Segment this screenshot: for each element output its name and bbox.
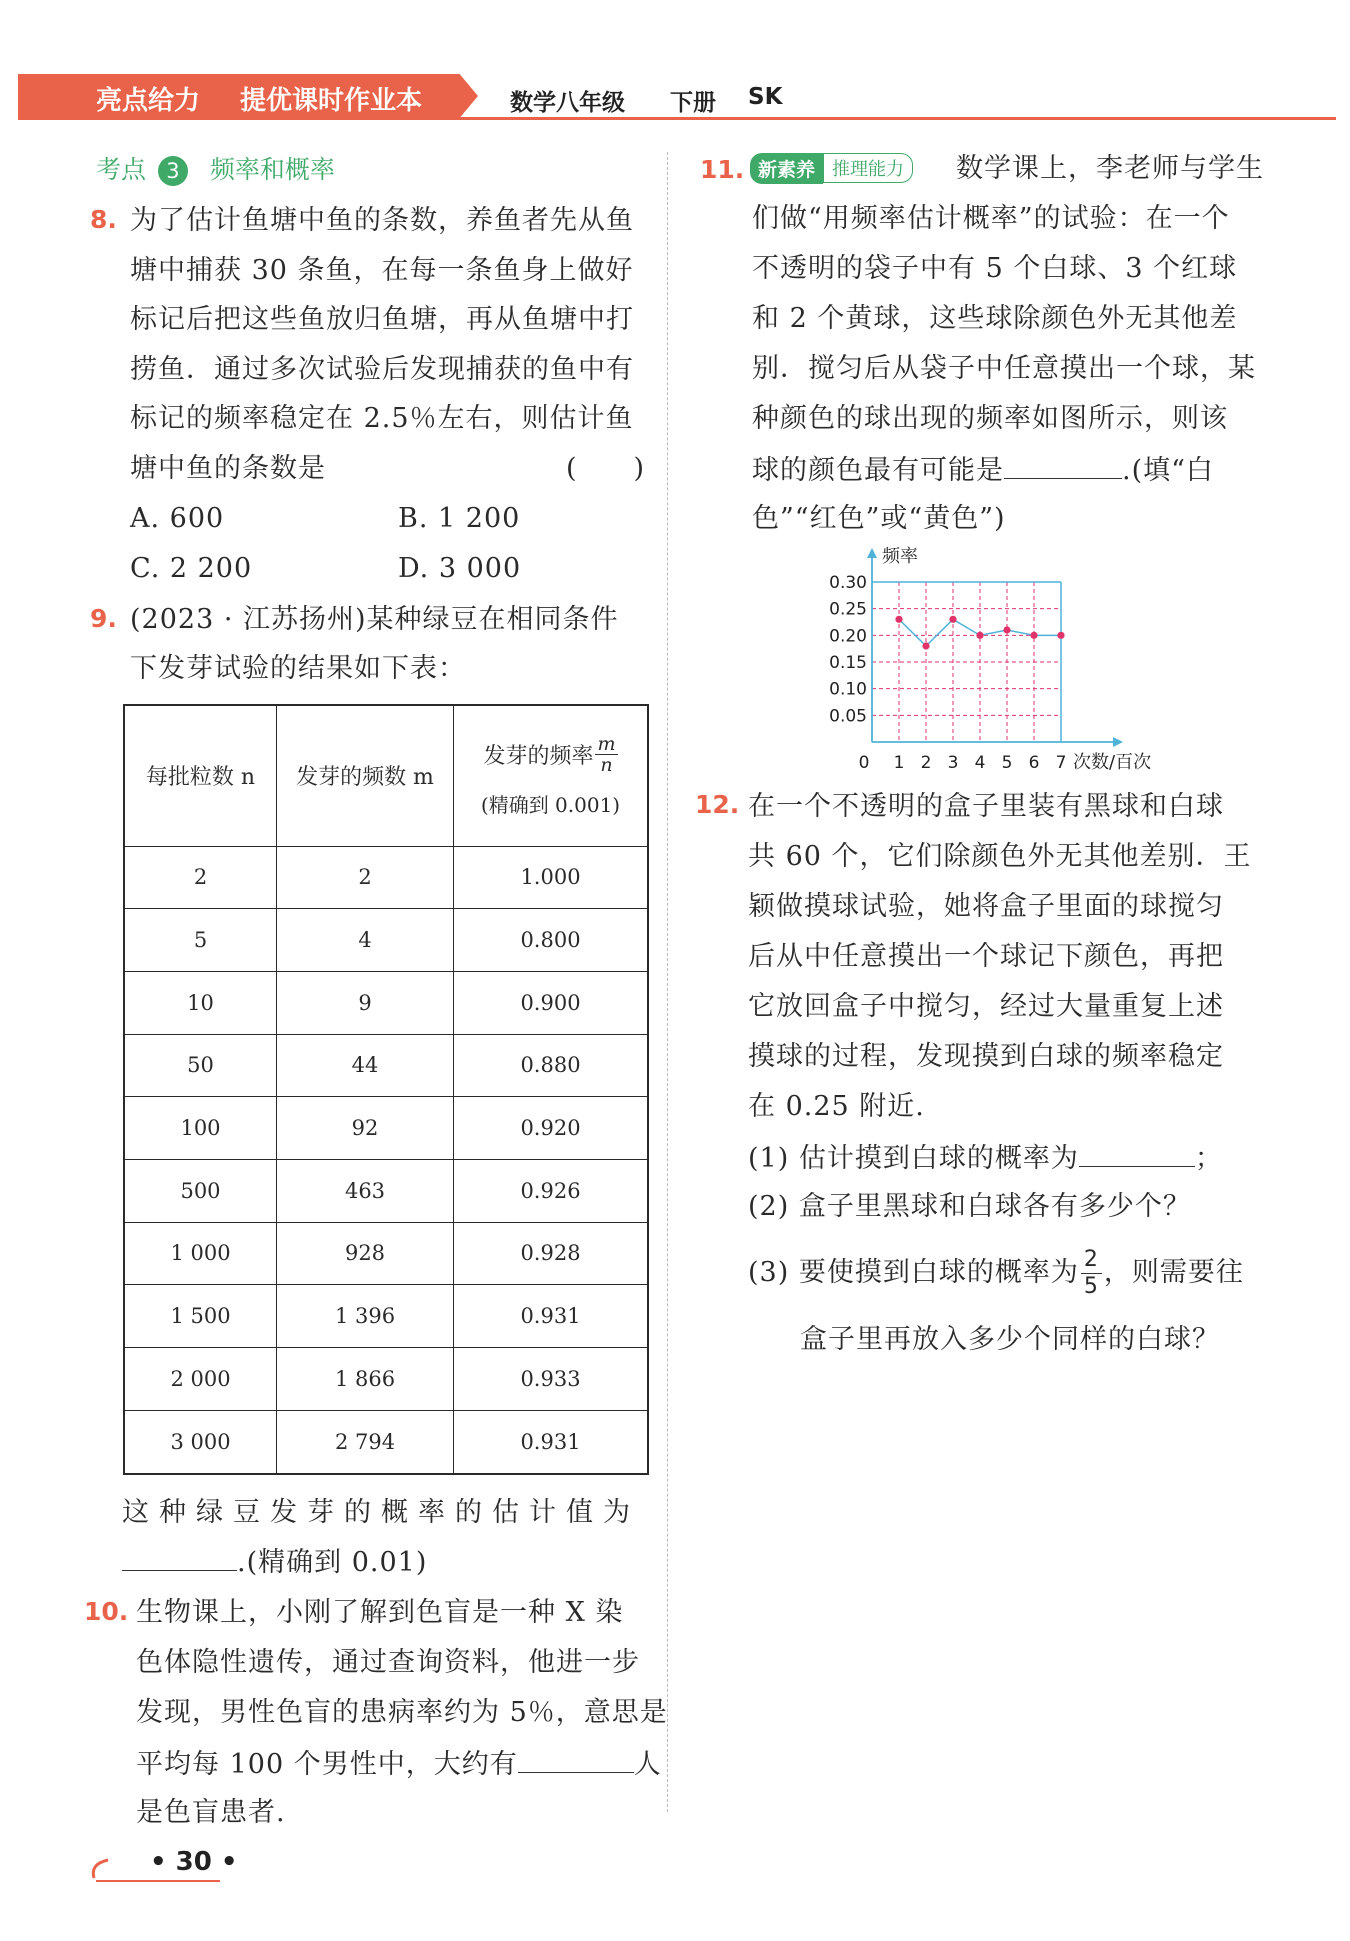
- data-point: [949, 616, 956, 623]
- q11-tail: .(填“白: [1122, 455, 1214, 486]
- table-row: [124, 971, 648, 1034]
- q12-line: 在 0.25 附近.: [748, 1091, 925, 1122]
- cell-m: 4: [277, 909, 454, 972]
- cell-n: 50: [124, 1034, 277, 1097]
- q12-part1-blank[interactable]: [1079, 1140, 1195, 1167]
- q12-fraction: [1081, 1247, 1102, 1300]
- header-rule: [18, 117, 1336, 120]
- q11-line: 们做“用频率估计概率”的试验：在一个: [752, 203, 1230, 234]
- q12-line: 共 60 个，它们除颜色外无其他差别．王: [748, 841, 1252, 872]
- cell-n: 2 000: [124, 1347, 277, 1410]
- footer-swoosh: [88, 1856, 112, 1882]
- cell-freq: 0.920: [454, 1097, 649, 1160]
- q11-number: 11.: [700, 155, 745, 184]
- q12-part1: [748, 1140, 1223, 1176]
- q12-part1-text: (1) 估计摸到白球的概率为: [748, 1143, 1079, 1174]
- cell-freq: 0.931: [454, 1285, 649, 1348]
- header-book: 提优课时作业本: [240, 86, 423, 116]
- cell-n: 500: [124, 1159, 277, 1222]
- q9-after-text: .(精确到 0.01): [237, 1547, 428, 1578]
- table-header-freq: [454, 705, 649, 846]
- cell-n: 10: [124, 971, 277, 1034]
- cell-freq: 1.000: [454, 846, 649, 909]
- chart-x-label: 次数/百次: [1073, 752, 1152, 773]
- q12-number: 12.: [695, 790, 740, 819]
- q9-after-line: 这种绿豆发芽的概率的估计值为: [122, 1497, 640, 1528]
- q8-answer-paren: ( ): [566, 453, 646, 484]
- q12-frac-den: 5: [1083, 1273, 1099, 1299]
- data-point: [1030, 632, 1037, 639]
- cell-n: 3 000: [124, 1410, 277, 1474]
- cell-freq: 0.926: [454, 1159, 649, 1222]
- tag-new-literacy: 新素养: [750, 153, 823, 184]
- table-row: [124, 1410, 648, 1474]
- y-tick-label: 0.10: [829, 679, 867, 700]
- table-row: [124, 1159, 648, 1222]
- chart-grid: [872, 582, 1061, 742]
- q11-answer-line: [752, 452, 1214, 488]
- table-row: [124, 1347, 648, 1410]
- q11-tag: [750, 153, 913, 183]
- q11-line: 球的颜色最有可能是: [752, 455, 1004, 486]
- y-tick-label: 0.25: [829, 599, 867, 620]
- cell-n: 1 500: [124, 1285, 277, 1348]
- cell-m: 9: [277, 971, 454, 1034]
- q8-number: 8.: [90, 205, 117, 234]
- q8-line: 为了估计鱼塘中鱼的条数，养鱼者先从鱼: [130, 205, 634, 236]
- q8-line: 标记的频率稳定在 2.5％左右，则估计鱼: [130, 403, 634, 434]
- q9-answer-blank[interactable]: [122, 1544, 237, 1571]
- q12-line: 在一个不透明的盒子里装有黑球和白球: [748, 791, 1224, 822]
- q11-last-line: 色”“红色”或“黄色”): [752, 503, 1006, 534]
- q10-answer-line: [136, 1746, 662, 1782]
- table-row: [124, 1222, 648, 1285]
- q8-option-b: B. 1 200: [398, 503, 521, 534]
- cell-m: 92: [277, 1097, 454, 1160]
- cell-n: 1 000: [124, 1222, 277, 1285]
- y-tick-label: 0.20: [829, 626, 867, 647]
- y-tick-label: 0.15: [829, 653, 867, 673]
- frac-numerator: m: [597, 732, 616, 755]
- table-row: [124, 1097, 648, 1160]
- q12-frac-num: 2: [1081, 1247, 1102, 1274]
- x-tick-label: 3: [947, 753, 959, 773]
- column-divider: [667, 152, 668, 1812]
- chart-axes: [867, 548, 1123, 747]
- table-row: [124, 909, 648, 972]
- q10-last-line: 是色盲患者.: [136, 1797, 286, 1828]
- table-header-precision: (精确到 0.001): [480, 792, 621, 817]
- header-series: 亮点给力: [96, 86, 201, 116]
- cell-freq: 0.931: [454, 1410, 649, 1474]
- table-header-fraction: [595, 734, 617, 775]
- frac-denominator: n: [600, 753, 613, 776]
- q11-line: 数学课上，李老师与学生: [956, 153, 1264, 184]
- table-header-freq-label: 发芽的频率: [483, 743, 594, 769]
- x-tick-label: 2: [920, 753, 932, 773]
- header-volume: 下册: [670, 90, 716, 116]
- q12-part3-text2: ，则需要往: [1103, 1257, 1244, 1288]
- cell-freq: 0.800: [454, 909, 649, 972]
- x-tick-label: 1: [893, 753, 905, 773]
- q8-option-d: D. 3 000: [398, 553, 522, 584]
- q10-tail: 人: [633, 1749, 662, 1780]
- data-point: [895, 616, 902, 623]
- q8-line: 塘中鱼的条数是: [130, 453, 326, 484]
- cell-m: 463: [277, 1159, 454, 1222]
- page-number: • 30 •: [150, 1847, 238, 1877]
- q10-number: 10.: [84, 1597, 129, 1626]
- chart-y-label: 频率: [882, 546, 918, 567]
- q9-line: (2023 · 江苏扬州)某种绿豆在相同条件: [130, 604, 619, 635]
- x-axis-arrow: [1113, 737, 1123, 747]
- x-tick-label: 7: [1055, 753, 1067, 773]
- cell-m: 1 866: [277, 1347, 454, 1410]
- x-tick-label: 4: [974, 753, 986, 773]
- q10-line: 色体隐性遗传，通过查询资料，他进一步: [136, 1647, 640, 1678]
- q10-answer-blank[interactable]: [518, 1746, 634, 1773]
- q8-option-a: A. 600: [130, 503, 225, 534]
- table-header-m: 发芽的频数 m: [277, 705, 454, 846]
- q11-line: 种颜色的球出现的频率如图所示，则该: [752, 403, 1228, 434]
- q12-line: 摸球的过程，发现摸到白球的频率稳定: [748, 1041, 1224, 1072]
- section-heading: [96, 150, 335, 186]
- table-row: [124, 846, 648, 909]
- x-tick-label: 5: [1001, 753, 1013, 773]
- q8-line: 塘中捕获 30 条鱼，在每一条鱼身上做好: [130, 255, 634, 286]
- q9-answer-line: [122, 1544, 427, 1580]
- y-tick-label: 0.05: [829, 706, 867, 727]
- germination-table: [123, 704, 649, 1475]
- cell-freq: 0.880: [454, 1034, 649, 1097]
- cell-m: 44: [277, 1034, 454, 1097]
- cell-m: 1 396: [277, 1285, 454, 1348]
- cell-n: 2: [124, 846, 277, 909]
- x-tick-label: 0: [858, 753, 870, 773]
- cell-freq: 0.928: [454, 1222, 649, 1285]
- data-point: [922, 642, 929, 649]
- q10-line: 平均每 100 个男性中，大约有: [136, 1749, 518, 1780]
- footer-rule: [96, 1880, 220, 1882]
- q12-part3: [748, 1242, 1244, 1304]
- chart-ticks: [829, 573, 1066, 773]
- q12-part2: (2) 盒子里黑球和白球各有多少个？: [748, 1191, 1191, 1222]
- data-point: [1003, 626, 1010, 633]
- q9-line: 下发芽试验的结果如下表：: [130, 653, 466, 684]
- q12-line: 它放回盒子中搅匀，经过大量重复上述: [748, 991, 1224, 1022]
- data-point: [976, 632, 983, 639]
- q9-number: 9.: [90, 604, 117, 633]
- header-subject: 数学八年级: [510, 90, 625, 116]
- q11-line: 和 2 个黄球，这些球除颜色外无其他差: [752, 303, 1238, 334]
- cell-m: 2: [277, 846, 454, 909]
- table-row: [124, 1285, 648, 1348]
- q12-part3-cont: 盒子里再放入多少个同样的白球？: [800, 1324, 1220, 1355]
- cell-n: 100: [124, 1097, 277, 1160]
- cell-m: 928: [277, 1222, 454, 1285]
- frequency-chart: [812, 546, 1192, 776]
- q10-line: 生物课上，小刚了解到色盲是一种 X 染: [136, 1597, 624, 1628]
- tag-reasoning: 推理能力: [823, 153, 913, 183]
- table-row: [124, 1034, 648, 1097]
- q12-line: 颖做摸球试验，她将盒子里面的球搅匀: [748, 891, 1224, 922]
- cell-freq: 0.933: [454, 1347, 649, 1410]
- data-point: [1057, 632, 1064, 639]
- table-header-n: 每批粒数 n: [124, 705, 277, 846]
- q8-option-c: C. 2 200: [130, 553, 253, 584]
- y-axis-arrow: [867, 548, 877, 558]
- q12-part1-end: ；: [1194, 1143, 1223, 1174]
- q12-line: 后从中任意摸出一个球记下颜色，再把: [748, 941, 1224, 972]
- y-tick-label: 0.30: [829, 573, 867, 593]
- cell-freq: 0.900: [454, 971, 649, 1034]
- q11-line: 不透明的袋子中有 5 个白球、3 个红球: [752, 253, 1238, 284]
- header-edition: SK: [748, 84, 783, 110]
- cell-m: 2 794: [277, 1410, 454, 1474]
- q12-part3-text: (3) 要使摸到白球的概率为: [748, 1257, 1079, 1288]
- q11-line: 别．搅匀后从袋子中任意摸出一个球，某: [752, 353, 1256, 384]
- section-title: 频率和概率: [209, 155, 335, 184]
- section-num-badge: 3: [158, 156, 188, 186]
- section-label: 考点: [96, 155, 147, 184]
- table-header-row: [124, 705, 648, 846]
- q8-line: 标记后把这些鱼放归鱼塘，再从鱼塘中打: [130, 304, 634, 335]
- q8-line: 捞鱼．通过多次试验后发现捕获的鱼中有: [130, 354, 634, 385]
- q10-line: 发现，男性色盲的患病率约为 5％，意思是: [136, 1697, 668, 1728]
- cell-n: 5: [124, 909, 277, 972]
- x-tick-label: 6: [1028, 753, 1040, 773]
- q11-answer-blank[interactable]: [1004, 452, 1122, 479]
